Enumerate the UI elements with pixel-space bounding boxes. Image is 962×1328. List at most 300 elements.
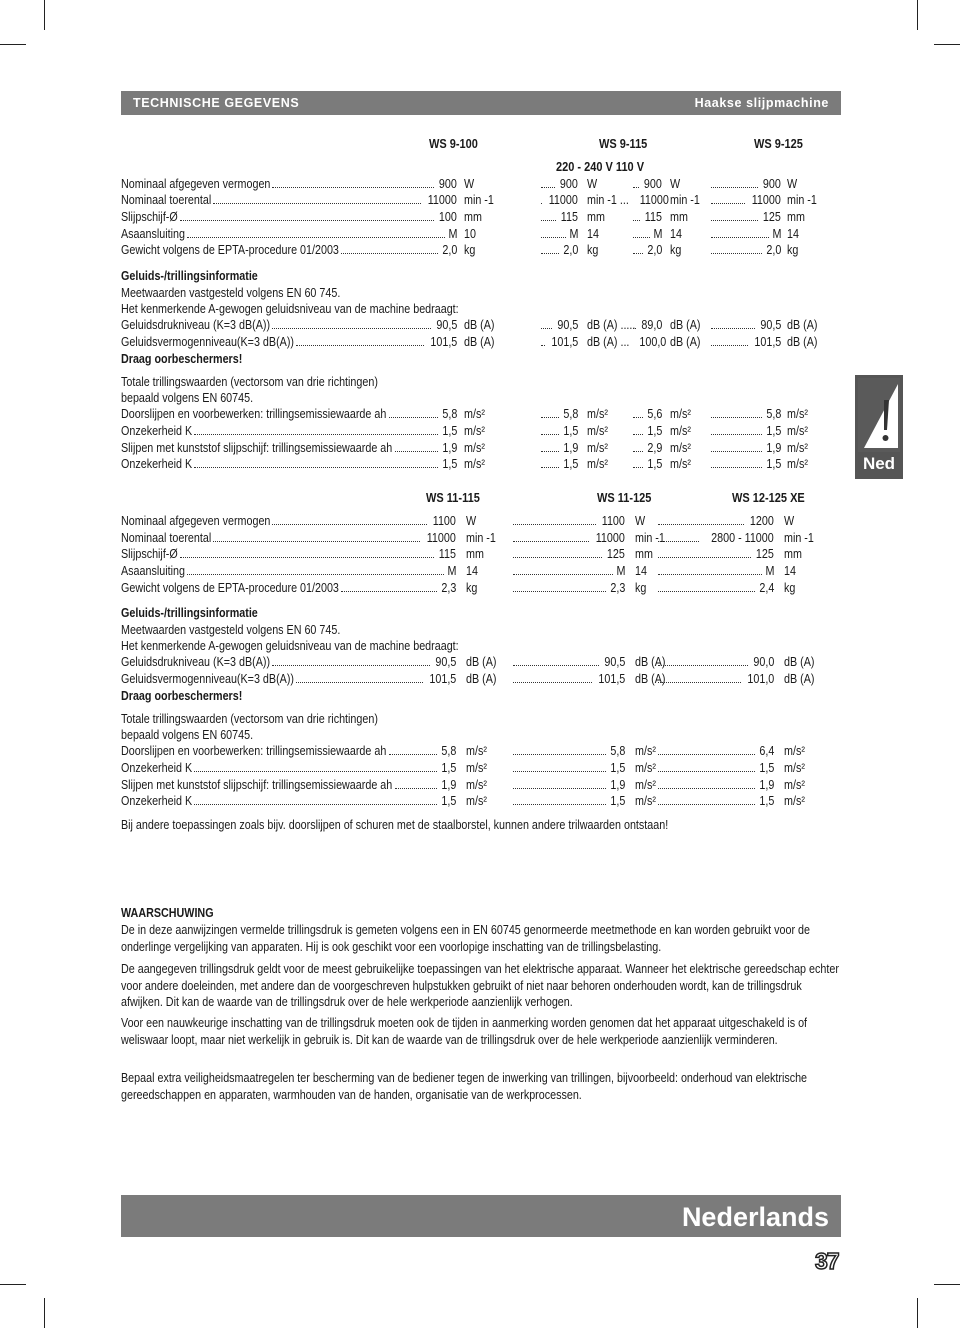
unit-cell bbox=[466, 743, 490, 760]
spec-value: 1,5 bbox=[441, 794, 456, 808]
leader-dots bbox=[194, 760, 437, 772]
value-cell bbox=[656, 580, 774, 597]
unit-cell bbox=[464, 334, 499, 351]
spec-unit: m/s² bbox=[784, 794, 805, 808]
spec-unit: m/s² bbox=[466, 744, 487, 758]
spec-unit: dB (A) bbox=[635, 672, 666, 686]
noise-title: Geluids-/trillingsinformatie bbox=[121, 606, 258, 620]
unit-cell bbox=[466, 777, 490, 794]
leader-dots bbox=[180, 209, 434, 221]
unit-cell bbox=[587, 456, 611, 473]
spec-unit: W bbox=[784, 514, 795, 528]
unit-cell bbox=[670, 242, 683, 259]
value-cell bbox=[656, 530, 774, 547]
value-cell bbox=[121, 440, 457, 457]
leader-dots bbox=[658, 580, 755, 592]
leader-dots bbox=[194, 456, 438, 468]
unit-cell bbox=[635, 580, 648, 597]
leader-dots bbox=[541, 334, 545, 346]
leader-dots bbox=[513, 530, 589, 542]
leader-dots bbox=[658, 654, 748, 666]
value-cell bbox=[511, 530, 625, 547]
leader-dots bbox=[395, 777, 437, 789]
leader-dots bbox=[541, 192, 542, 204]
spec-unit: kg bbox=[784, 581, 796, 595]
value-cell bbox=[539, 317, 578, 334]
unit-cell bbox=[464, 226, 478, 243]
spec-value: 1,5 bbox=[563, 457, 578, 471]
spec-row bbox=[121, 423, 841, 440]
leader-dots bbox=[513, 793, 606, 805]
value-cell bbox=[539, 456, 578, 473]
value-cell bbox=[709, 317, 781, 334]
spec-label: Onzekerheid K bbox=[121, 794, 193, 808]
spec-row bbox=[121, 530, 841, 547]
spec-label: Slijpen met kunststof slijpschijf: trillingsemissiewaarde ah bbox=[121, 441, 393, 455]
noise-intro-1: Meetwaarden vastgesteld volgens EN 60 745. bbox=[121, 623, 341, 637]
model-name: WS 11-115 bbox=[426, 491, 480, 505]
spec-unit: m/s² bbox=[466, 778, 487, 792]
section-title: TECHNISCHE GEGEVENS bbox=[133, 96, 300, 110]
value-cell bbox=[709, 423, 781, 440]
leader-dots bbox=[513, 513, 596, 525]
unit-cell bbox=[787, 423, 811, 440]
leader-dots bbox=[711, 242, 762, 254]
spec-value: 90,5 bbox=[760, 318, 781, 332]
value-cell bbox=[656, 654, 774, 671]
spec-row bbox=[121, 317, 841, 334]
crop-mark bbox=[0, 1284, 26, 1285]
value-cell bbox=[121, 176, 457, 193]
vibration-note: Bij andere toepassingen zoals bijv. doorslijpen of schuren met de staalborstel, kunnen andere trilwaarden ontstaan! bbox=[121, 818, 669, 832]
vibration-intro-1: Totale trillingswaarden (vectorsom van drie richtingen) bbox=[121, 375, 378, 389]
spec-unit: mm bbox=[784, 547, 802, 561]
spec-label: Geluidsdrukniveau (K=3 dB(A)) bbox=[121, 318, 271, 332]
value-cell bbox=[121, 654, 456, 671]
unit-cell bbox=[784, 580, 797, 597]
leader-dots bbox=[541, 406, 559, 418]
unit-cell bbox=[787, 242, 800, 259]
spec-unit: m/s² bbox=[784, 761, 805, 775]
value-cell bbox=[631, 334, 667, 351]
crop-mark bbox=[917, 0, 918, 30]
leader-dots bbox=[180, 546, 434, 558]
spec-value: 2,0 bbox=[647, 243, 662, 257]
section-header bbox=[121, 91, 841, 115]
spec-label: Geluidsvermogenniveau(K=3 dB(A)) bbox=[121, 672, 294, 686]
language-side-tab bbox=[855, 375, 903, 479]
footer-language: Nederlands bbox=[681, 1202, 829, 1232]
spec-value: 115 bbox=[560, 210, 578, 224]
warning-paragraph: De aangegeven trillingsdruk geldt voor de meest gebruikelijke toepassingen van het elektrische apparaat. Wanneer het elektrische gereedschap echter voor andere doeleinden, met andere dan de voorgeschreven hulpstukken gebruikt of niet naar behoren onderhouden wordt, kan de trillingsdruk afwijken. Dit kan de waarde van de trillingsdruk over de hele werkperiode aanzienlijk verhogen. bbox=[121, 962, 839, 1009]
leader-dots bbox=[633, 176, 639, 188]
spec-unit: kg bbox=[464, 243, 476, 257]
leader-dots bbox=[389, 406, 438, 418]
unit-cell bbox=[784, 530, 819, 547]
unit-cell bbox=[787, 334, 822, 351]
spec-label: Nominaal toerental bbox=[121, 193, 212, 207]
spec-value: 11000 bbox=[426, 531, 456, 545]
value-cell bbox=[709, 440, 781, 457]
spec-unit: m/s² bbox=[787, 457, 808, 471]
leader-dots bbox=[341, 242, 437, 254]
leader-dots bbox=[633, 226, 650, 238]
spec-row bbox=[121, 209, 841, 226]
value-cell bbox=[121, 671, 456, 688]
spec-value: 90,5 bbox=[557, 318, 578, 332]
spec-value: 90,5 bbox=[435, 655, 456, 669]
spec-label: Nominaal afgegeven vermogen bbox=[121, 514, 271, 528]
leader-dots bbox=[513, 777, 606, 789]
value-cell bbox=[121, 406, 457, 423]
spec-unit: kg bbox=[466, 581, 478, 595]
unit-cell bbox=[587, 334, 636, 351]
spec-value: 1,5 bbox=[610, 794, 625, 808]
spec-value: 1,5 bbox=[766, 424, 781, 438]
spec-value: M bbox=[772, 227, 781, 241]
value-cell bbox=[631, 242, 662, 259]
spec-unit: dB (A) bbox=[466, 655, 497, 669]
spec-unit: 10 bbox=[464, 227, 476, 241]
value-cell bbox=[511, 654, 625, 671]
spec-unit: m/s² bbox=[587, 457, 608, 471]
spec-value: 900 bbox=[763, 177, 781, 191]
value-cell bbox=[539, 423, 578, 440]
spec-unit: m/s² bbox=[787, 441, 808, 455]
unit-cell bbox=[587, 209, 608, 226]
unit-cell bbox=[787, 176, 799, 193]
spec-row bbox=[121, 563, 841, 580]
model-header-row bbox=[121, 491, 841, 507]
leader-dots bbox=[711, 192, 745, 204]
spec-value: 5,8 bbox=[766, 407, 781, 421]
value-cell bbox=[539, 242, 578, 259]
crop-mark bbox=[917, 1298, 918, 1328]
spec-value: 101,5 bbox=[429, 672, 456, 686]
spec-value: 101,0 bbox=[747, 672, 774, 686]
unit-cell bbox=[635, 546, 656, 563]
spec-value: 90,5 bbox=[604, 655, 625, 669]
spec-value: 5,6 bbox=[647, 407, 662, 421]
spec-value: 11000 bbox=[427, 193, 457, 207]
value-cell bbox=[511, 546, 625, 563]
spec-row bbox=[121, 760, 841, 777]
spec-row bbox=[121, 654, 841, 671]
spec-unit: m/s² bbox=[787, 407, 808, 421]
unit-cell bbox=[587, 242, 600, 259]
leader-dots bbox=[272, 654, 429, 666]
model-name: WS 9-100 bbox=[429, 137, 478, 151]
unit-cell bbox=[787, 192, 822, 209]
spec-value: 1,9 bbox=[441, 778, 456, 792]
value-cell bbox=[539, 406, 578, 423]
leader-dots bbox=[658, 546, 751, 558]
crop-mark bbox=[44, 1298, 45, 1328]
spec-value: 6,4 bbox=[759, 744, 774, 758]
warning-paragraph: Voor een nauwkeurige inschatting van de trillingsdruk moeten ook de tijden in aanmerking worden genomen dat het apparaat uitgeschakeld is of weliswaar loopt, maar niet werkelijk in gebruik is. Dit kan de waarde van de trillingsdruk over de hele werkperiode aanzienlijk verminderen. bbox=[121, 1016, 808, 1047]
voltage-header: 220 - 240 V 110 V bbox=[556, 160, 645, 174]
spec-unit: min -1 bbox=[466, 531, 496, 545]
spec-value: 11000 bbox=[751, 193, 781, 207]
leader-dots bbox=[341, 580, 436, 592]
value-cell bbox=[656, 563, 774, 580]
unit-cell bbox=[784, 654, 819, 671]
noise-title: Geluids-/trillingsinformatie bbox=[121, 269, 258, 283]
value-cell bbox=[709, 334, 781, 351]
spec-label: Asaansluiting bbox=[121, 564, 185, 578]
leader-dots bbox=[541, 242, 559, 254]
spec-unit: dB (A) bbox=[464, 318, 495, 332]
unit-cell bbox=[587, 423, 611, 440]
spec-row bbox=[121, 192, 841, 209]
leader-dots bbox=[541, 209, 556, 221]
value-cell bbox=[511, 580, 625, 597]
leader-dots bbox=[513, 563, 613, 575]
vibration-intro-2: bepaald volgens EN 60745. bbox=[121, 391, 254, 405]
unit-cell bbox=[670, 406, 694, 423]
value-cell bbox=[709, 192, 781, 209]
spec-label: Slijpen met kunststof slijpschijf: trillingsemissiewaarde ah bbox=[121, 778, 393, 792]
leader-dots bbox=[711, 176, 758, 188]
warning-paragraph: Bepaal extra veiligheidsmaatregelen ter bescherming van de bediener tegen de inwerking van trillingen, bijvoorbeeld: onderhoud van elektrische gereedschappen en apparaten, warmhouden van de handen, organisatie van de werkprocessen. bbox=[121, 1071, 808, 1102]
spec-label: Onzekerheid K bbox=[121, 457, 193, 471]
spec-value: 1,5 bbox=[647, 424, 662, 438]
spec-unit: 14 bbox=[466, 564, 478, 578]
spec-unit: min -1 bbox=[670, 193, 700, 207]
value-cell bbox=[121, 226, 457, 243]
value-cell bbox=[631, 192, 669, 209]
spec-unit: m/s² bbox=[635, 744, 656, 758]
spec-value: 101,5 bbox=[551, 335, 578, 349]
spec-value: 100,0 bbox=[639, 335, 667, 349]
spec-label: Doorslijpen en voorbewerken: trillingsemissiewaarde ah bbox=[121, 407, 387, 421]
model-name: WS 9-115 bbox=[599, 137, 648, 151]
unit-cell bbox=[464, 192, 499, 209]
value-cell bbox=[121, 513, 456, 530]
unit-cell bbox=[670, 440, 694, 457]
spec-unit: dB (A) ..... bbox=[587, 318, 636, 332]
spec-value: 1,9 bbox=[759, 778, 774, 792]
spec-unit: m/s² bbox=[784, 778, 805, 792]
unit-cell bbox=[784, 513, 796, 530]
value-cell bbox=[121, 456, 457, 473]
page-number: 37 bbox=[815, 1248, 839, 1274]
spec-value: 2,9 bbox=[647, 441, 662, 455]
value-cell bbox=[631, 176, 662, 193]
spec-unit: m/s² bbox=[466, 794, 487, 808]
spec-unit: W bbox=[635, 514, 646, 528]
spec-unit: W bbox=[587, 177, 598, 191]
value-cell bbox=[656, 760, 774, 777]
spec-value: 115 bbox=[644, 210, 662, 224]
leader-dots bbox=[513, 743, 606, 755]
unit-cell bbox=[587, 440, 611, 457]
value-cell bbox=[121, 546, 456, 563]
leader-dots bbox=[541, 317, 552, 329]
spec-value: 11000 bbox=[639, 193, 669, 207]
spec-row bbox=[121, 226, 841, 243]
spec-value: 1,5 bbox=[441, 761, 456, 775]
unit-cell bbox=[670, 209, 691, 226]
spec-unit: min -1 bbox=[787, 193, 817, 207]
leader-dots bbox=[541, 226, 566, 238]
leader-dots bbox=[541, 456, 559, 468]
spec-row bbox=[121, 513, 841, 530]
spec-unit: dB (A) bbox=[787, 318, 818, 332]
value-cell bbox=[539, 440, 578, 457]
spec-value: M bbox=[616, 564, 625, 578]
value-cell bbox=[656, 671, 774, 688]
spec-value: 1,9 bbox=[766, 441, 781, 455]
crop-mark bbox=[44, 0, 45, 30]
unit-cell bbox=[466, 580, 479, 597]
unit-cell bbox=[464, 406, 488, 423]
spec-unit: 14 bbox=[670, 227, 682, 241]
value-cell bbox=[709, 406, 781, 423]
spec-value: 900 bbox=[644, 177, 662, 191]
spec-unit: mm bbox=[635, 547, 653, 561]
unit-cell bbox=[784, 671, 819, 688]
spec-unit: dB (A) bbox=[466, 672, 497, 686]
unit-cell bbox=[670, 334, 705, 351]
spec-value: 2,0 bbox=[766, 243, 781, 257]
value-cell bbox=[539, 209, 578, 226]
spec-unit: m/s² bbox=[635, 778, 656, 792]
leader-dots bbox=[272, 513, 427, 525]
leader-dots bbox=[658, 793, 755, 805]
spec-unit: m/s² bbox=[635, 761, 656, 775]
unit-cell bbox=[784, 777, 808, 794]
spec-value: 5,8 bbox=[442, 407, 457, 421]
unit-cell bbox=[466, 760, 490, 777]
spec-value: 11000 bbox=[595, 531, 625, 545]
unit-cell bbox=[635, 513, 647, 530]
side-tab-label: Ned bbox=[862, 454, 896, 473]
spec-unit: dB (A) bbox=[784, 672, 815, 686]
spec-unit: m/s² bbox=[787, 424, 808, 438]
value-cell bbox=[121, 743, 456, 760]
spec-unit: W bbox=[787, 177, 798, 191]
value-cell bbox=[656, 793, 774, 810]
footer-language-bar bbox=[121, 1195, 841, 1237]
spec-label: Nominaal toerental bbox=[121, 531, 212, 545]
spec-unit: dB (A) bbox=[670, 318, 701, 332]
spec-unit: m/s² bbox=[464, 441, 485, 455]
spec-unit: min -1 bbox=[635, 531, 665, 545]
value-cell bbox=[656, 546, 774, 563]
spec-unit: m/s² bbox=[670, 457, 691, 471]
leader-dots bbox=[513, 580, 606, 592]
unit-cell bbox=[466, 793, 490, 810]
spec-label: Nominaal afgegeven vermogen bbox=[121, 177, 271, 191]
value-cell bbox=[511, 513, 625, 530]
leader-dots bbox=[513, 654, 599, 666]
value-cell bbox=[631, 440, 662, 457]
spec-value: M bbox=[765, 564, 774, 578]
value-cell bbox=[709, 209, 781, 226]
unit-cell bbox=[466, 671, 501, 688]
spec-label: Onzekerheid K bbox=[121, 761, 193, 775]
spec-unit: W bbox=[670, 177, 681, 191]
unit-cell bbox=[587, 226, 601, 243]
spec-value: 5,8 bbox=[441, 744, 456, 758]
spec-value: 1200 bbox=[750, 514, 774, 528]
spec-unit: m/s² bbox=[464, 457, 485, 471]
unit-cell bbox=[670, 192, 705, 209]
leader-dots bbox=[272, 317, 430, 329]
spec-value: 1,9 bbox=[442, 441, 457, 455]
value-cell bbox=[631, 226, 662, 243]
leader-dots bbox=[711, 423, 762, 435]
value-cell bbox=[631, 456, 662, 473]
spec-row bbox=[121, 580, 841, 597]
noise-intro-2: Het kenmerkende A-gewogen geluidsniveau van de machine bedraagt: bbox=[121, 639, 459, 653]
unit-cell bbox=[466, 513, 478, 530]
leader-dots bbox=[541, 176, 555, 188]
unit-cell bbox=[464, 209, 485, 226]
spec-unit: 14 bbox=[635, 564, 647, 578]
spec-unit: mm bbox=[466, 547, 484, 561]
unit-cell bbox=[670, 176, 682, 193]
value-cell bbox=[709, 226, 781, 243]
spec-unit: m/s² bbox=[464, 424, 485, 438]
spec-value: 115 bbox=[438, 547, 456, 561]
noise-intro-2: Het kenmerkende A-gewogen geluidsniveau van de machine bedraagt: bbox=[121, 302, 459, 316]
leader-dots bbox=[711, 226, 769, 238]
value-cell bbox=[511, 743, 625, 760]
spec-unit: mm bbox=[587, 210, 605, 224]
warning-title: WAARSCHUWING bbox=[121, 906, 214, 920]
spec-unit: dB (A) bbox=[784, 655, 815, 669]
unit-cell bbox=[787, 456, 811, 473]
spec-label: Onzekerheid K bbox=[121, 424, 193, 438]
vibration-intro-1: Totale trillingswaarden (vectorsom van drie richtingen) bbox=[121, 712, 378, 726]
spec-unit: min -1 bbox=[784, 531, 814, 545]
spec-value: M bbox=[447, 564, 456, 578]
ear-protection-note: Draag oorbeschermers! bbox=[121, 689, 243, 703]
unit-cell bbox=[787, 406, 811, 423]
spec-value: 2,3 bbox=[610, 581, 625, 595]
leader-dots bbox=[658, 671, 741, 683]
spec-unit: dB (A) bbox=[635, 655, 666, 669]
unit-cell bbox=[670, 423, 694, 440]
model-name: WS 12-125 XE bbox=[732, 491, 805, 505]
value-cell bbox=[656, 743, 774, 760]
value-cell bbox=[121, 563, 456, 580]
spec-label: Gewicht volgens de EPTA-procedure 01/2003 bbox=[121, 581, 339, 595]
spec-value: 1,5 bbox=[759, 761, 774, 775]
spec-label: Slijpschijf-Ø bbox=[121, 547, 178, 561]
spec-value: 1,5 bbox=[610, 761, 625, 775]
leader-dots bbox=[513, 671, 592, 683]
spec-value: 125 bbox=[607, 547, 625, 561]
ear-protection-note: Draag oorbeschermers! bbox=[121, 352, 243, 366]
warning-paragraph: De in deze aanwijzingen vermelde trillingsdruk is gemeten volgens een in EN 60745 genormeerde meetmethode en kan worden gebruikt voor de onderlinge vergelijking van apparaten. Hij is ook geschikt voor een voorlopige inschatting van de trillingsbelasting. bbox=[121, 923, 811, 954]
value-cell bbox=[511, 563, 625, 580]
unit-cell bbox=[464, 456, 488, 473]
unit-cell bbox=[784, 563, 798, 580]
spec-row bbox=[121, 242, 841, 259]
spec-value: 5,8 bbox=[610, 744, 625, 758]
value-cell bbox=[121, 777, 456, 794]
value-cell bbox=[631, 317, 662, 334]
unit-cell bbox=[587, 176, 599, 193]
value-cell bbox=[121, 242, 457, 259]
spec-row bbox=[121, 456, 841, 473]
spec-row bbox=[121, 743, 841, 760]
unit-cell bbox=[784, 743, 808, 760]
spec-value: M bbox=[653, 227, 662, 241]
